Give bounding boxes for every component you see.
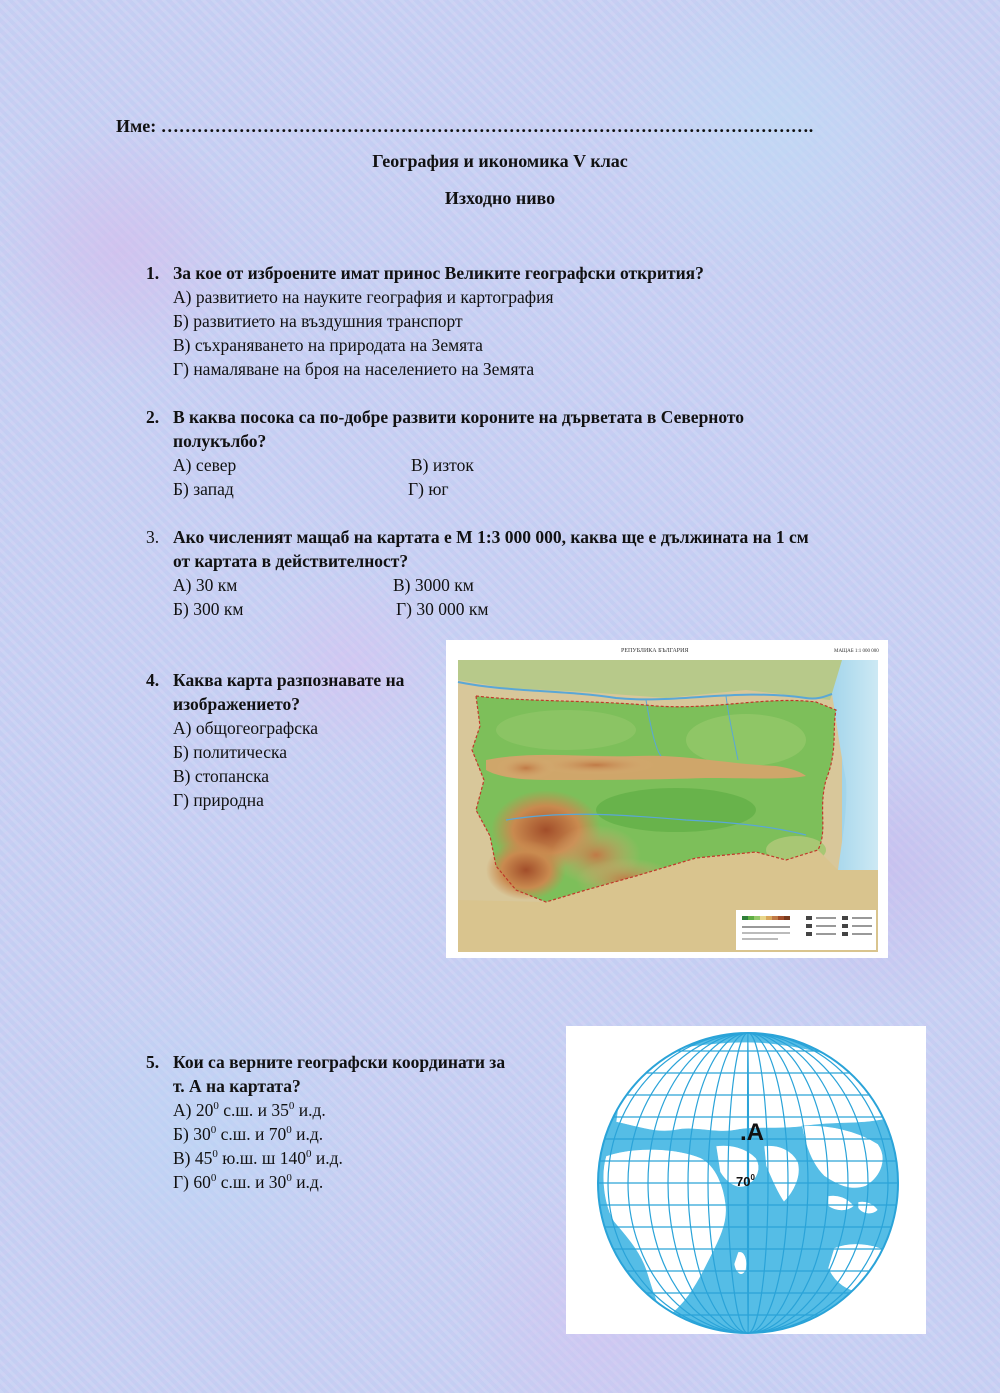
question-text-line-1: Кои са верните географски координати за bbox=[173, 1052, 506, 1072]
question-text-line-1: В каква посока са по-добре развити короните на дърветата в Северното bbox=[173, 407, 745, 427]
question-number: 5. bbox=[146, 1052, 160, 1072]
name-field-line: Име: ………………………………………………………………………………………………. bbox=[116, 116, 814, 136]
question-4 bbox=[146, 668, 404, 812]
option-a: А) $20^0$ с.ш. и $35^0$ и.д. bbox=[173, 1100, 326, 1120]
question-text-line-2: от картата в действителност? bbox=[173, 551, 409, 571]
page-title: География и икономика V клас bbox=[372, 151, 628, 171]
bulgaria-map-graphic bbox=[446, 640, 888, 958]
question-5 bbox=[146, 1050, 505, 1194]
globe-grid-map bbox=[566, 1026, 926, 1334]
option-b: Б) запад bbox=[173, 479, 234, 499]
option-a: А) развитието на науките география и картография bbox=[173, 287, 554, 307]
option-g: Г) $60^0$ с.ш. и $30^0$ и.д. bbox=[173, 1172, 324, 1192]
map-header-title: РЕПУБЛИКА БЪЛГАРИЯ bbox=[621, 648, 689, 654]
option-v: В) 3000 км bbox=[393, 575, 474, 595]
question-1 bbox=[146, 261, 704, 381]
option-a: А) 30 км bbox=[173, 575, 238, 595]
bulgaria-physical-map bbox=[446, 640, 888, 958]
question-text: За кое от изброените имат принос Великите географски открития? bbox=[173, 263, 704, 283]
page-subtitle: Изходно ниво bbox=[444, 188, 556, 208]
map-scale-text: МАЩАБ 1:1 000 000 bbox=[834, 649, 879, 654]
option-b: Б) политическа bbox=[173, 742, 288, 762]
option-v: В) $45^0$ ю.ш. ш $140^0$ и.д. bbox=[173, 1148, 343, 1168]
option-b: Б) развитието на въздушния транспорт bbox=[173, 311, 463, 331]
option-b: Б) 300 км bbox=[173, 599, 244, 619]
question-text-line-1: Каква карта разпознавате на bbox=[173, 670, 405, 690]
question-text-line-2: изображението? bbox=[173, 694, 301, 714]
question-text-line-2: полукълбо? bbox=[173, 431, 267, 451]
point-a-label: .A bbox=[740, 1119, 764, 1146]
option-g: Г) природна bbox=[173, 790, 264, 810]
question-number: 3. bbox=[146, 527, 160, 547]
option-g: Г) юг bbox=[408, 479, 449, 499]
option-v: В) съхраняването на природата на Земята bbox=[173, 335, 483, 355]
option-v: В) изток bbox=[411, 455, 474, 475]
option-g: Г) намаляване на броя на населението на Земята bbox=[173, 359, 535, 379]
question-number: 4. bbox=[146, 670, 160, 690]
question-2 bbox=[146, 405, 744, 501]
question-text-line-2: т. А на картата? bbox=[173, 1076, 301, 1096]
globe-graphic bbox=[566, 1026, 926, 1334]
option-a: А) север bbox=[173, 455, 237, 475]
option-v: В) стопанска bbox=[173, 766, 270, 786]
option-g: Г) 30 000 км bbox=[396, 599, 489, 619]
question-number: 2. bbox=[146, 407, 160, 427]
question-number: 1. bbox=[146, 263, 160, 283]
question-text-line-1: Ако численият мащаб на картата е М 1:3 000 000, каква ще е дължината на 1 см bbox=[173, 527, 809, 547]
meridian-label: $70^0$ bbox=[736, 1173, 755, 1189]
option-b: Б) $30^0$ с.ш. и $70^0$ и.д. bbox=[173, 1124, 324, 1144]
option-a: А) общогеографска bbox=[173, 718, 318, 738]
question-3 bbox=[146, 525, 809, 621]
